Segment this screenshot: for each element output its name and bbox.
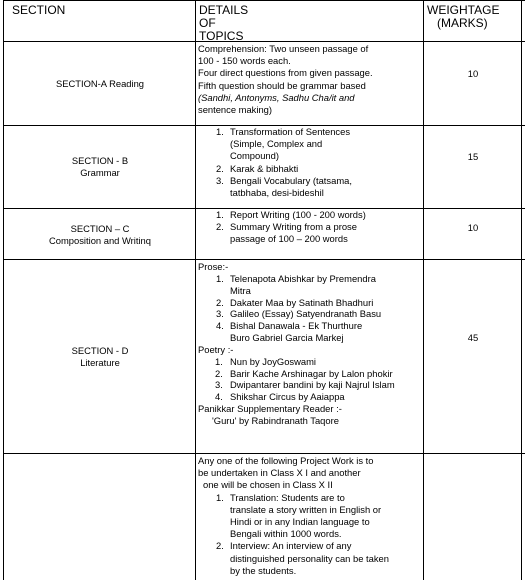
section-subtitle: Literature (80, 357, 120, 368)
row-divider (3, 453, 525, 454)
section-name: SECTION-A Reading (55, 78, 145, 89)
details-cell (198, 209, 420, 246)
section-name (5, 155, 195, 179)
details-line: (Sandhi, Antonyms, Sadhu Cha/it and (198, 91, 355, 103)
column-divider (3, 0, 4, 580)
list-item: 2. Barir Kache Arshinagar by Lalon phokir (215, 367, 393, 379)
weightage-value: 45 (467, 332, 479, 343)
section-subtitle: Grammar (80, 167, 120, 178)
details-line: sentence making) (198, 104, 272, 116)
details-line: Comprehension: Two unseen passage of (198, 43, 369, 54)
section-title: SECTION - D (71, 345, 129, 356)
reader-heading: Panikkar Supplementary Reader :- (198, 403, 342, 415)
list-item: 1. Translation: Students are to translate a story written in English or Hindi or in any Indian language to Bengali within 1000 words. (216, 491, 382, 540)
column-divider (521, 0, 522, 580)
header-marks: (MARKS) (437, 16, 488, 30)
list-item: 3. Galileo (Essay) Satyendranath Basu (216, 308, 382, 320)
list-item: 1. Report Writing (100 - 200 words) (216, 209, 366, 220)
list-item: 4. Bishal Danawala - Ek Thurthure Buro Gabriel Garcia Markej (216, 320, 363, 344)
list-item: 1. Transformation of Sentences (Simple, Complex and Compound) (216, 126, 351, 162)
list-item: 1. Telenapota Abishkar by Premendra Mitra (216, 272, 376, 296)
row-divider (3, 259, 525, 260)
details-cell (198, 43, 420, 116)
header-weightage: WEIGHTAGE (427, 3, 500, 17)
list-item: 4. Shikshar Circus by Aaiappa (215, 391, 345, 403)
list-item: 3. Bengali Vocabulary (tatsama, tatbhaba, desi-bideshil (216, 174, 352, 199)
details-line: Four direct questions from given passage. (198, 67, 373, 79)
details-cell (198, 261, 422, 427)
section-subtitle: Composition and Writinq (49, 235, 151, 246)
weightage-value: 10 (467, 68, 479, 79)
row-divider (3, 41, 525, 42)
list-item: 2. Summary Writing from a prose passage of 100 – 200 words (216, 221, 357, 245)
table-border-top (3, 0, 525, 1)
list-item: 1. Nun by JoyGoswami (215, 355, 316, 367)
reader-item: 'Guru' by Rabindranath Taqore (212, 414, 339, 426)
prose-heading: Prose:- (198, 261, 229, 272)
header-section: SECTION (12, 3, 66, 17)
poetry-heading: Poetry :- (198, 343, 234, 355)
section-title: SECTION – C (70, 223, 130, 234)
section-name (5, 345, 195, 369)
details-line: Fifth question should be grammar based (198, 79, 366, 91)
details-line: one will be chosen in Class X II (203, 479, 333, 491)
details-line: Any one of the following Project Work is to (198, 455, 374, 466)
column-divider (195, 0, 196, 580)
details-cell (198, 126, 420, 199)
weightage-value: 15 (467, 151, 479, 162)
header-details: DETAILS OF TOPICS (199, 3, 249, 43)
weightage-value: 10 (467, 222, 479, 233)
list-item: 2. Karak & bibhakti (216, 162, 299, 174)
details-line: be undertaken in Class X I and another (198, 467, 361, 479)
section-title: SECTION - B (71, 155, 129, 166)
details-cell (198, 455, 420, 577)
list-item: 3. Dwipantarer bandini by kaji Najrul Islam (215, 379, 395, 391)
list-item: 2. Interview: An interview of any distinguished personality can be taken by the students. (216, 540, 389, 576)
section-name (5, 223, 195, 247)
details-line: 100 - 150 words each. (198, 55, 291, 67)
list-item: 2. Dakater Maa by Satinath Bhadhuri (216, 296, 374, 308)
column-divider (423, 0, 424, 580)
